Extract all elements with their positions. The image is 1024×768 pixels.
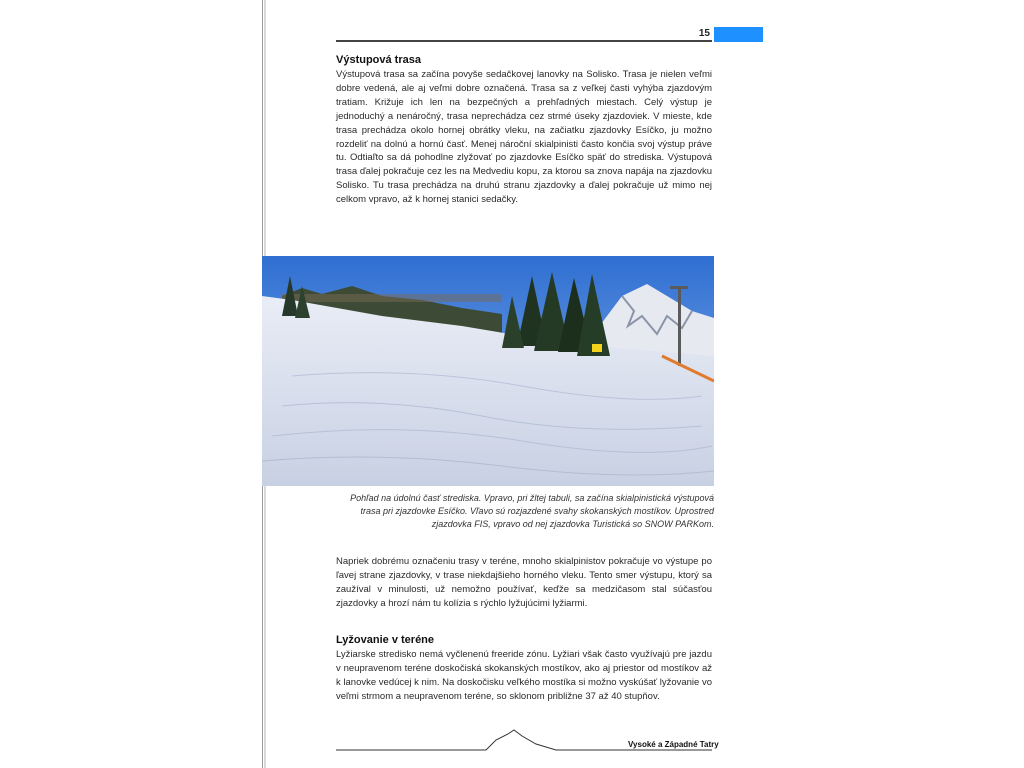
paragraph-old-route-warning: Napriek dobrému označeniu trasy v teréne, mnoho skialpinistov pokračuje vo výstupe po ľavej strane zjazdovky, v trase niekdajšieho horného vleku. Tento smer výstupu, ktorý sa zaužíval v minulosti, už nemožno používať, keďže sa medzičasom stal súčasťou zjazdovky a hrozí nám tu kolízia s rýchlo lyžujúcimi lyžiarmi.	[336, 556, 712, 609]
paragraph-offpiste: Lyžiarske stredisko nemá vyčlenenú freeride zónu. Lyžiari však často využívajú pre jazdu v neupravenom teréne doskočiská skokanských mostíkov, ako aj priestor od mostíkov až k lanovke vedúcej k nim. Na doskočisku veľkého mostíka si možno vyskúšať lyžovanie vo veľmi strmom a neupravenom teréne, so sklonom približne 37 až 40 stupňov.	[336, 649, 712, 702]
page-accent-tab	[714, 27, 763, 42]
ski-slope-illustration	[262, 256, 714, 486]
section-heading-ascent-route: Výstupová trasa	[336, 54, 421, 66]
ski-resort-photo	[262, 256, 714, 486]
page-number: 15	[698, 28, 710, 39]
header-rule	[336, 40, 712, 42]
footer-book-title: Vysoké a Západné Tatry	[628, 740, 719, 749]
paragraph-ascent-route: Výstupová trasa sa začína povyše sedačkovej lanovky na Solisko. Trasa je nielen veľmi dobre vedená, ale aj veľmi dobre označená. Trasa sa z veľkej časti vyhýba zjazdovým tratiam. Križuje ich len na bezpečných a prehľadných miestach. Celý výstup je jednoduchý a nenáročný, trasa neprechádza cez strmé úseky zjazdoviek. V mieste, kde trasa prechádza okolo hornej obrátky vleku, na začiatku zjazdovky Esíčko, ju možno rozdeliť na dolnú a hornú časť. Menej nároční skialpinisti často končia svoj výstup práve tu. Odtiaľto sa dá pohodlne zlyžovať po zjazdovke Esíčko späť do strediska. Výstupová trasa ďalej pokračuje cez les na Medvediu kopu, za ktorou sa znova napája na zjazdovku Solisko. Tu trasa prechádza na druhú stranu zjazdovky a ďalej pokračuje už mimo nej celkom vpravo, až k hornej stanici sedačky.	[336, 69, 712, 206]
photo-caption: Pohľad na údolnú časť strediska. Vpravo, pri žltej tabuli, sa začína skialpinistická výstupová trasa pri zjazdovke Esíčko. Vľavo sú rozjazdené svahy skokanských mostíkov. Uprostred zjazdovka FIS, vpravo od nej zjazdovka Turistická so SNOW PARKom.	[350, 493, 714, 529]
section-heading-offpiste: Lyžovanie v teréne	[336, 634, 435, 646]
